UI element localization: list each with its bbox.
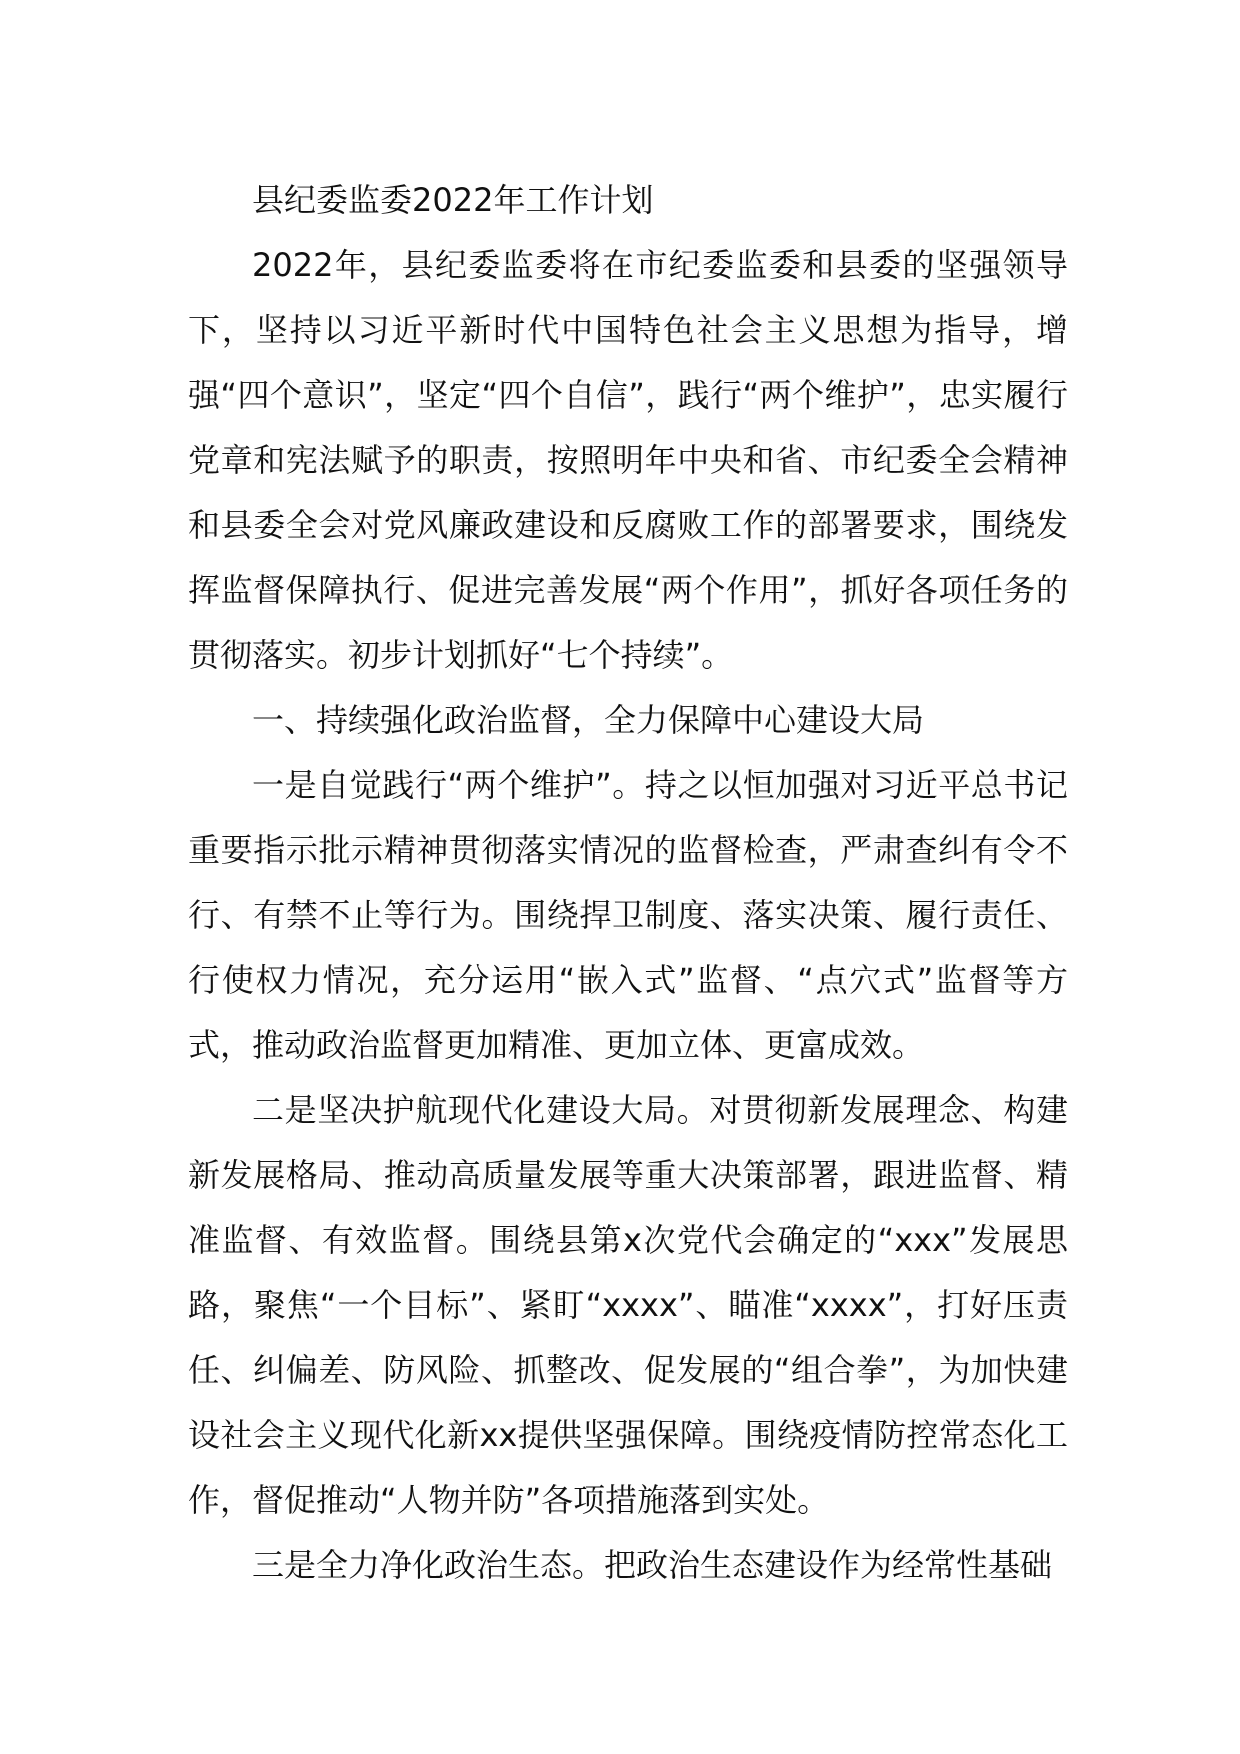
intro-paragraph: 2022年，县纪委监委将在市纪委监委和县委的坚强领导下，坚持以习近平新时代中国特色社会主义思想为指导，增强“四个意识”，坚定“四个自信”，践行“两个维护”，忠实履行党章和宪法赋予的职责，按照明年中央和省、市纪委全会精神和县委全会对党风廉政建设和反腐败工作的部署要求，围绕发挥监督保障执行、促进完善发展“两个作用”，抓好各项任务的贯彻落实。初步计划抓好“七个持续”。	[188, 246, 1068, 674]
paragraph-1: 一是自觉践行“两个维护”。持之以恒加强对习近平总书记重要指示批示精神贯彻落实情况的监督检查，严肃查纠有令不行、有禁不止等行为。围绕捍卫制度、落实决策、履行责任、行使权力情况，充分运用“嵌入式”监督、“点穴式”监督等方式，推动政治监督更加精准、更加立体、更富成效。	[188, 766, 1068, 1064]
paragraph-2: 二是坚决护航现代化建设大局。对贯彻新发展理念、构建新发展格局、推动高质量发展等重大决策部署，跟进监督、精准监督、有效监督。围绕县第x次党代会确定的“xxx”发展思路，聚焦“一个目标”、紧盯“xxxx”、瞄准“xxxx”，打好压责任、纠偏差、防风险、抓整改、促发展的“组合拳”，为加快建设社会主义现代化新xx提供坚强保障。围绕疫情防控常态化工作，督促推动“人物并防”各项措施落到实处。	[188, 1091, 1068, 1519]
document-body	[188, 168, 1068, 1598]
document-title: 县纪委监委2022年工作计划	[252, 181, 654, 219]
paragraph-3: 三是全力净化政治生态。把政治生态建设作为经常性基础	[252, 1546, 1053, 1584]
section-heading-1: 一、持续强化政治监督，全力保障中心建设大局	[252, 701, 925, 739]
